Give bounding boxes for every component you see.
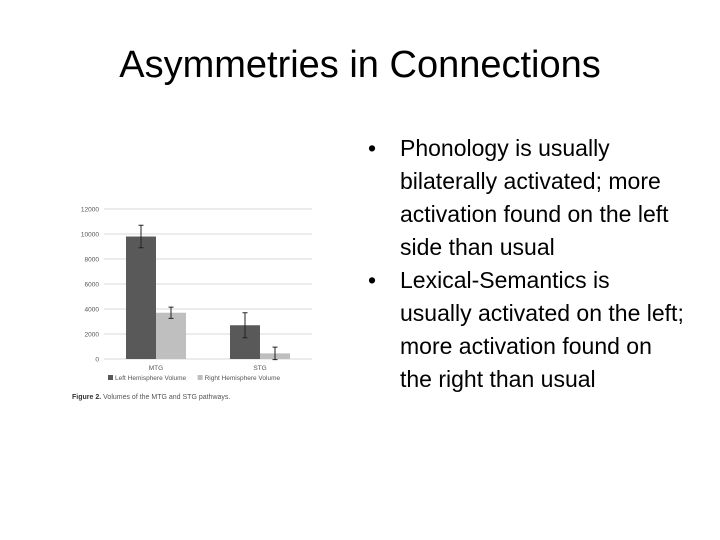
caption-text: Volumes of the MTG and STG pathways.	[103, 394, 231, 401]
legend-swatch	[108, 375, 113, 380]
caption-label: Figure 2.	[72, 394, 102, 401]
x-category-label: STG	[253, 365, 267, 372]
slide-title: Asymmetries in Connections	[119, 44, 601, 86]
y-tick-label: 8000	[84, 256, 99, 264]
legend-label: Left Hemisphere Volume	[115, 375, 187, 382]
bullet-item	[364, 264, 684, 396]
y-tick-label: 10000	[80, 231, 99, 239]
legend-swatch	[198, 375, 203, 380]
bullet-text: Phonology is usually bilaterally activated; more activation found on the left side than usual	[400, 135, 669, 260]
bullet-text: Lexical-Semantics is usually activated on the left; more activation found on the right than usual	[400, 267, 684, 392]
bar-chart	[68, 200, 318, 390]
legend-label: Right Hemisphere Volume	[204, 375, 281, 382]
y-tick-label: 0	[95, 356, 99, 364]
x-category-label: MTG	[148, 365, 164, 372]
bar	[126, 237, 156, 360]
y-tick-label: 6000	[84, 281, 99, 289]
y-tick-label: 2000	[84, 331, 99, 339]
bullet-list	[364, 132, 684, 396]
bullet-marker: •	[368, 135, 377, 161]
bar	[156, 313, 186, 359]
y-tick-label: 12000	[80, 206, 99, 214]
bullet-marker: •	[368, 267, 377, 293]
chart-figure	[68, 200, 318, 410]
y-tick-label: 4000	[84, 306, 99, 314]
bullet-item	[364, 132, 684, 264]
figure-caption	[72, 394, 230, 401]
